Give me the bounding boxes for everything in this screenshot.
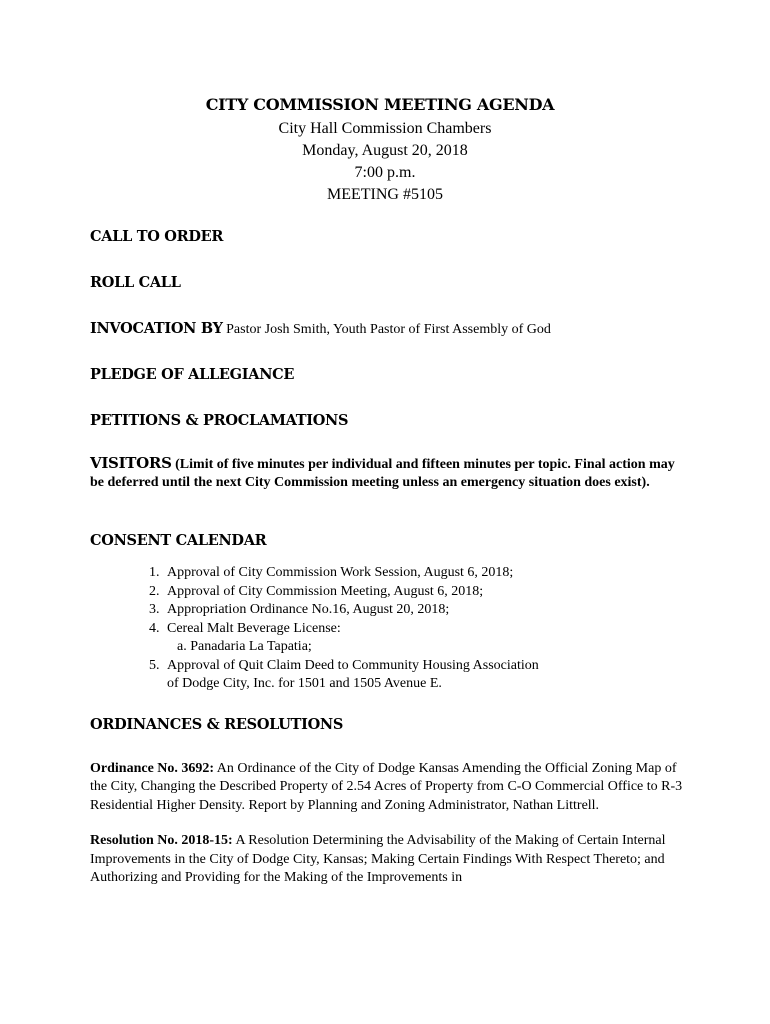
invocation-text: Pastor Josh Smith, Youth Pastor of First Assembly of God — [222, 322, 551, 337]
ordinance-paragraph — [90, 760, 690, 816]
call-to-order-heading: CALL TO ORDER — [90, 228, 224, 245]
invocation-heading: INVOCATION BY — [90, 320, 223, 337]
visitors-heading: VISITORS — [90, 454, 172, 472]
list-item — [163, 620, 690, 657]
agenda-title: CITY COMMISSION MEETING AGENDA — [205, 95, 555, 114]
agenda-body — [90, 228, 690, 888]
resolution-label: Resolution No. 2018-15: — [90, 833, 233, 848]
list-item — [163, 657, 690, 694]
agenda-header — [0, 95, 770, 206]
list-item-continuation: of Dodge City, Inc. for 1501 and 1505 Avenue E. — [167, 676, 442, 691]
visitors-text: (Limit of five minutes per individual and fifteen minutes per topic. Final action may be deferred until the next City Commission meeting unless an emergency situation does exist). — [90, 457, 675, 490]
list-item-text: Cereal Malt Beverage License: — [167, 620, 341, 636]
resolution-paragraph — [90, 832, 690, 888]
list-item: 1. Approval of City Commission Work Session, August 6, 2018; — [163, 564, 690, 583]
meeting-time: 7:00 p.m. — [354, 164, 416, 181]
ordinances-heading: ORDINANCES & RESOLUTIONS — [90, 715, 344, 733]
sub-list-item: a. Panadaria La Tapatia; — [177, 639, 312, 654]
visitors-section — [90, 454, 690, 532]
meeting-date: Monday, August 20, 2018 — [302, 142, 468, 159]
meeting-number: MEETING #5105 — [327, 186, 443, 203]
resolution-text: A Resolution Determining the Advisability of the Making of Certain Internal Improvements in the City of Dodge City, Kansas; Making Certain Findings With Respect Thereto; and Authorizing and Providing for the Making of the Improvements in — [90, 833, 666, 885]
ordinance-text: An Ordinance of the City of Dodge Kansas Amending the Official Zoning Map of the City, Changing the Described Property of 2.54 Acres of Property from C-O Commercial Office to R-3 Residential Higher Density. Report by Planning and Zoning Administrator, Nathan Littrell. — [90, 760, 683, 813]
list-item: 3. Appropriation Ordinance No.16, August 20, 2018; — [163, 601, 690, 620]
list-item: 2. Approval of City Commission Meeting, August 6, 2018; — [163, 583, 690, 602]
pledge-heading: PLEDGE OF ALLEGIANCE — [90, 366, 295, 383]
invocation-section — [90, 320, 690, 366]
meeting-location: City Hall Commission Chambers — [278, 120, 492, 137]
consent-calendar-list — [90, 564, 690, 694]
roll-call-heading: ROLL CALL — [90, 274, 181, 291]
consent-calendar-heading: CONSENT CALENDAR — [90, 532, 267, 549]
list-item-text: Approval of Quit Claim Deed to Community Housing Association — [167, 657, 539, 673]
petitions-heading: PETITIONS & PROCLAMATIONS — [90, 412, 349, 429]
ordinance-label: Ordinance No. 3692: — [90, 760, 215, 776]
